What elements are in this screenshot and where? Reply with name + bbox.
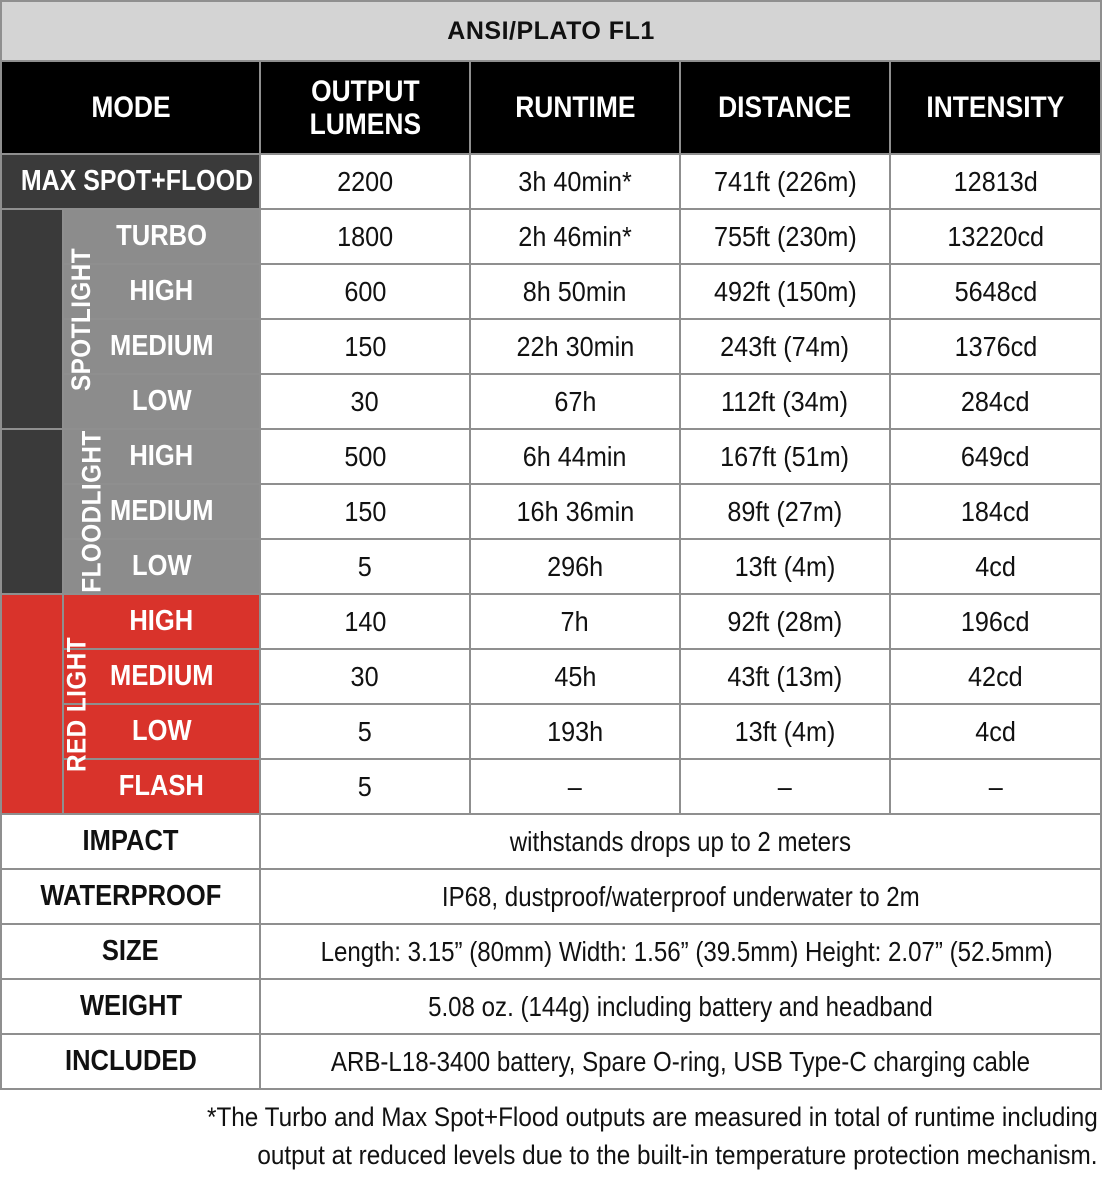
spec-value xyxy=(260,924,1101,979)
header-output-line2: LUMENS xyxy=(309,107,421,141)
spec-row xyxy=(1,869,1101,924)
spec-value-text: IP68, dustproof/waterproof underwater to 2m xyxy=(441,880,920,912)
cell-intensity xyxy=(890,154,1101,209)
cell-distance-value: 92ft (28m) xyxy=(727,605,843,637)
cell-intensity xyxy=(890,209,1101,264)
cell-intensity-value: 5648cd xyxy=(954,275,1037,307)
cell-runtime xyxy=(470,484,680,539)
cell-intensity-value: 1376cd xyxy=(954,330,1037,362)
header-distance-label: DISTANCE xyxy=(718,90,852,124)
cell-distance xyxy=(680,594,890,649)
spec-label-text: INCLUDED xyxy=(64,1045,197,1077)
cell-runtime xyxy=(470,319,680,374)
spec-value-text: Length: 3.15” (80mm) Width: 1.56” (39.5mm) Height: 2.07” (52.5mm) xyxy=(320,935,1053,967)
table-row xyxy=(1,264,1101,319)
cell-distance xyxy=(680,264,890,319)
cell-output-value: 2200 xyxy=(336,165,394,197)
cell-runtime xyxy=(470,759,680,814)
cell-distance-value: 167ft (51m) xyxy=(720,440,850,472)
header-runtime-label: RUNTIME xyxy=(514,90,636,124)
mode-label: MEDIUM xyxy=(109,660,214,692)
table-row xyxy=(1,319,1101,374)
cell-distance-value: 13ft (4m) xyxy=(734,715,836,747)
cell-runtime-value: 6h 44min xyxy=(523,440,627,472)
cell-output xyxy=(260,209,470,264)
cell-output xyxy=(260,429,470,484)
cell-intensity-value: 184cd xyxy=(961,495,1030,527)
spec-row xyxy=(1,979,1101,1034)
cell-output-value: 150 xyxy=(343,330,387,362)
cell-runtime xyxy=(470,594,680,649)
group-label-red-light xyxy=(1,594,92,814)
cell-output xyxy=(260,154,470,209)
cell-runtime xyxy=(470,704,680,759)
mode-label: FLASH xyxy=(118,770,205,802)
spec-label-size xyxy=(1,924,260,979)
group-label-text: SPOTLIGHT xyxy=(66,247,96,391)
header-mode xyxy=(1,61,260,154)
mode-cell xyxy=(63,704,260,759)
cell-intensity-value: 196cd xyxy=(961,605,1030,637)
header-distance xyxy=(680,61,890,154)
mode-label: MEDIUM xyxy=(109,495,214,527)
cell-intensity xyxy=(890,484,1101,539)
cell-intensity xyxy=(890,759,1101,814)
table-row xyxy=(1,704,1101,759)
cell-intensity-value: 12813d xyxy=(953,165,1038,197)
cell-runtime-value: 7h xyxy=(560,605,590,637)
cell-runtime xyxy=(470,429,680,484)
cell-output-value: 500 xyxy=(343,440,387,472)
table-title: ANSI/PLATO FL1 xyxy=(1,1,1101,61)
cell-distance-value: 112ft (34m) xyxy=(721,385,849,417)
cell-runtime-value: 8h 50min xyxy=(523,275,627,307)
header-output-label xyxy=(309,75,420,141)
cell-intensity xyxy=(890,319,1101,374)
mode-cell xyxy=(63,759,260,814)
cell-runtime-value: – xyxy=(567,770,583,802)
spec-row xyxy=(1,814,1101,869)
cell-output xyxy=(260,704,470,759)
cell-output-value: 30 xyxy=(350,660,380,692)
spec-label-waterproof xyxy=(1,869,260,924)
spec-value-text: withstands drops up to 2 meters xyxy=(509,825,852,857)
spec-row xyxy=(1,924,1101,979)
group-label-floodlight xyxy=(1,429,107,594)
cell-distance-value: 243ft (74m) xyxy=(720,330,850,362)
mode-label: HIGH xyxy=(129,605,194,637)
cell-runtime-value: 193h xyxy=(546,715,604,747)
cell-distance xyxy=(680,374,890,429)
cell-intensity-value: – xyxy=(988,770,1003,802)
cell-output-value: 140 xyxy=(343,605,387,637)
cell-distance xyxy=(680,484,890,539)
spec-row xyxy=(1,1034,1101,1089)
cell-intensity xyxy=(890,264,1101,319)
cell-intensity-value: 42cd xyxy=(968,660,1023,692)
cell-distance-value: – xyxy=(777,770,793,802)
spec-value-text: ARB-L18-3400 battery, Spare O-ring, USB Type-C charging cable xyxy=(330,1045,1031,1077)
table-row xyxy=(1,429,1101,484)
cell-distance xyxy=(680,704,890,759)
cell-output-value: 5 xyxy=(357,715,373,747)
cell-output xyxy=(260,539,470,594)
table-row xyxy=(1,594,1101,649)
header-output-line1: OUTPUT xyxy=(310,74,420,108)
cell-intensity xyxy=(890,704,1101,759)
mode-label: LOW xyxy=(131,715,192,747)
cell-intensity-value: 13220cd xyxy=(947,220,1044,252)
cell-runtime xyxy=(470,154,680,209)
cell-runtime-value: 45h xyxy=(553,660,597,692)
mode-max-label: MAX SPOT+FLOOD xyxy=(20,165,253,197)
cell-runtime-value: 67h xyxy=(553,385,597,417)
cell-runtime xyxy=(470,649,680,704)
cell-runtime xyxy=(470,374,680,429)
cell-distance xyxy=(680,649,890,704)
mode-label: LOW xyxy=(131,550,192,582)
cell-output xyxy=(260,594,470,649)
cell-intensity xyxy=(890,374,1101,429)
group-label-text: RED LIGHT xyxy=(61,636,92,772)
table-row xyxy=(1,374,1101,429)
cell-output xyxy=(260,374,470,429)
header-runtime xyxy=(470,61,680,154)
group-label-text: FLOODLIGHT xyxy=(76,430,107,593)
group-label-spotlight xyxy=(1,209,96,429)
header-intensity xyxy=(890,61,1101,154)
spec-label-text: WEIGHT xyxy=(79,990,182,1022)
mode-max-spot-flood xyxy=(1,154,260,209)
spec-label-text: WATERPROOF xyxy=(39,880,222,912)
cell-output xyxy=(260,264,470,319)
spec-label-included xyxy=(1,1034,260,1089)
spec-value xyxy=(260,814,1101,869)
cell-runtime-value: 22h 30min xyxy=(516,330,634,362)
cell-distance xyxy=(680,154,890,209)
table-row xyxy=(1,539,1101,594)
mode-cell xyxy=(63,594,260,649)
cell-distance-value: 43ft (13m) xyxy=(727,660,843,692)
cell-distance xyxy=(680,429,890,484)
table-row xyxy=(1,484,1101,539)
mode-cell xyxy=(63,649,260,704)
cell-distance xyxy=(680,759,890,814)
cell-output-value: 30 xyxy=(350,385,380,417)
footnote-line-1: *The Turbo and Max Spot+Flood outputs are measured in total of runtime including xyxy=(207,1102,1098,1132)
cell-runtime-value: 3h 40min* xyxy=(518,165,632,197)
spec-label-text: SIZE xyxy=(102,935,159,967)
mode-label: MEDIUM xyxy=(109,330,214,362)
cell-intensity-value: 4cd xyxy=(975,715,1016,747)
cell-output-value: 1800 xyxy=(336,220,394,252)
mode-label: TURBO xyxy=(116,220,207,252)
cell-runtime xyxy=(470,264,680,319)
table-row xyxy=(1,759,1101,814)
mode-label: HIGH xyxy=(129,440,194,472)
cell-runtime-value: 296h xyxy=(546,550,604,582)
cell-intensity xyxy=(890,594,1101,649)
spec-value-text: 5.08 oz. (144g) including battery and headband xyxy=(428,990,933,1022)
cell-output xyxy=(260,484,470,539)
cell-output-value: 5 xyxy=(357,550,373,582)
cell-output xyxy=(260,759,470,814)
cell-output xyxy=(260,319,470,374)
mode-label: HIGH xyxy=(129,275,194,307)
cell-intensity-value: 649cd xyxy=(961,440,1030,472)
cell-distance xyxy=(680,209,890,264)
cell-intensity-value: 284cd xyxy=(961,385,1030,417)
cell-intensity-value: 4cd xyxy=(975,550,1016,582)
spec-value xyxy=(260,1034,1101,1089)
cell-distance-value: 492ft (150m) xyxy=(713,275,857,307)
cell-distance-value: 89ft (27m) xyxy=(727,495,843,527)
cell-output xyxy=(260,649,470,704)
header-mode-label: MODE xyxy=(90,90,171,124)
spec-value xyxy=(260,869,1101,924)
cell-distance-value: 755ft (230m) xyxy=(713,220,857,252)
cell-runtime xyxy=(470,539,680,594)
cell-output-value: 600 xyxy=(343,275,387,307)
cell-distance xyxy=(680,319,890,374)
header-row xyxy=(1,61,1101,154)
cell-distance-value: 741ft (226m) xyxy=(713,165,857,197)
cell-distance xyxy=(680,539,890,594)
table-row xyxy=(1,649,1101,704)
spec-label-impact xyxy=(1,814,260,869)
cell-runtime-value: 2h 46min* xyxy=(518,220,632,252)
cell-intensity xyxy=(890,429,1101,484)
cell-intensity xyxy=(890,539,1101,594)
mode-label: LOW xyxy=(131,385,192,417)
cell-distance-value: 13ft (4m) xyxy=(734,550,836,582)
spec-label-weight xyxy=(1,979,260,1034)
spec-value xyxy=(260,979,1101,1034)
cell-runtime-value: 16h 36min xyxy=(516,495,634,527)
cell-output-value: 5 xyxy=(357,770,373,802)
cell-intensity xyxy=(890,649,1101,704)
table-row-max xyxy=(1,154,1101,209)
footnote xyxy=(0,1090,1100,1174)
cell-runtime xyxy=(470,209,680,264)
spec-label-text: IMPACT xyxy=(82,825,179,857)
footnote-line-2: output at reduced levels due to the built-in temperature protection mechanism. xyxy=(257,1140,1098,1170)
title-row xyxy=(1,1,1101,61)
header-intensity-label: INTENSITY xyxy=(926,90,1065,124)
table-row xyxy=(1,209,1101,264)
header-output xyxy=(260,61,470,154)
cell-output-value: 150 xyxy=(343,495,387,527)
